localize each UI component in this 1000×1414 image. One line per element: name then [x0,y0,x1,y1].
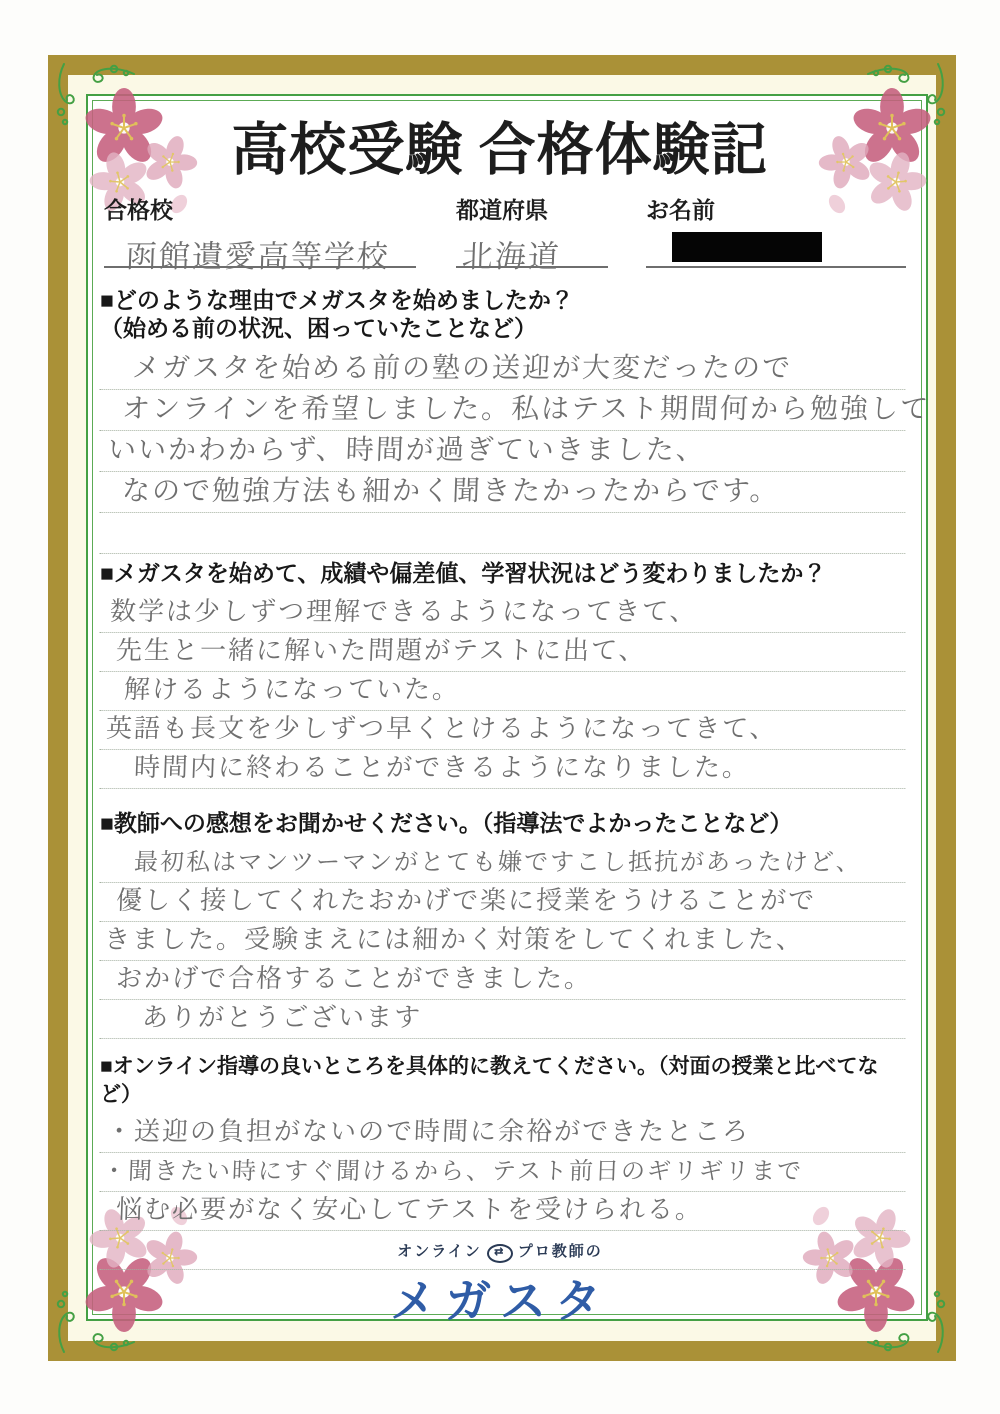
answer-line: 数学は少しずつ理解できるようになってきて、 [99,594,906,633]
question-heading: ■教師への感想をお聞かせください。（指導法でよかったことなど） [100,811,793,836]
logo-tagline-right: プロ教師の [517,1243,603,1260]
answer-line: おかげで合格することができました。 [99,961,906,1000]
logo-tagline [0,1240,1000,1263]
question-subheading: （始める前の状況、困っていたことなど） [100,316,537,341]
field-label: 合格校 [104,198,173,223]
answer-line: 先生と一緒に解いた問題がテストに出て、 [99,633,906,672]
answer-line: ・聞きたい時にすぐ聞けるから、テスト前日のギリギリまで [99,1153,906,1192]
megasta-logo [0,1240,1000,1331]
question-heading: ■どのような理由でメガスタを始めましたか？ [100,288,574,313]
question-heading: ■オンライン指導の良いところを具体的に教えてください。（対面の授業と比べてなど） [100,1054,879,1106]
field-label: お名前 [646,198,715,223]
answer-line: なので勉強方法も細かく聞きたかったからです。 [99,472,906,513]
question-block-4 [100,1052,906,1270]
question-block-3 [100,810,906,1039]
name-redaction-box [672,232,822,262]
answer-line: いいかわからず、時間が過ぎていきました、 [99,431,906,472]
answer-line: オンラインを希望しました。私はテスト期間何から勉強して [99,390,906,431]
answer-line: ・送迎の負担がないので時間に余裕ができたところ [99,1114,906,1153]
brand-logo-text: メガスタ [390,1275,610,1327]
answer-line: きました。受験まえには細かく対策をしてくれました、 [99,922,906,961]
answer-line [99,513,906,554]
page-title: 高校受験 合格体験記 [231,119,769,182]
answer-line: メガスタを始める前の塾の送迎が大変だったので [99,349,906,390]
field-value-handwritten: 函館遺愛高等学校 [125,239,391,275]
answer-line: 最初私はマンツーマンがとても嫌ですこし抵抗があったけど、 [99,844,906,883]
answer-line: 英語も長文を少しずつ早くとけるようになってきて、 [99,711,906,750]
question-block-1 [100,287,931,554]
field-name [646,192,906,268]
answer-line: 悩む必要がなく安心してテストを受けられる。 [99,1192,906,1231]
answer-line: ありがとうございます [99,1000,906,1039]
question-heading: ■メガスタを始めて、成績や偏差値、学習状況はどう変わりましたか？ [100,561,827,586]
question-block-2 [100,560,906,789]
swap-arrows-icon: ⇄ [487,1244,513,1263]
logo-tagline-left: オンライン [397,1243,482,1260]
field-value-handwritten: 北海道 [461,239,562,275]
answer-line: 時間内に終わることができるようになりました。 [99,750,906,789]
field-prefecture [456,192,608,275]
answer-line: 優しく接してくれたおかげで楽に授業をうけることがで [99,883,906,922]
field-passed-school [104,192,416,275]
answer-line: 解けるようになっていた。 [99,672,906,711]
field-label: 都道府県 [456,198,548,223]
